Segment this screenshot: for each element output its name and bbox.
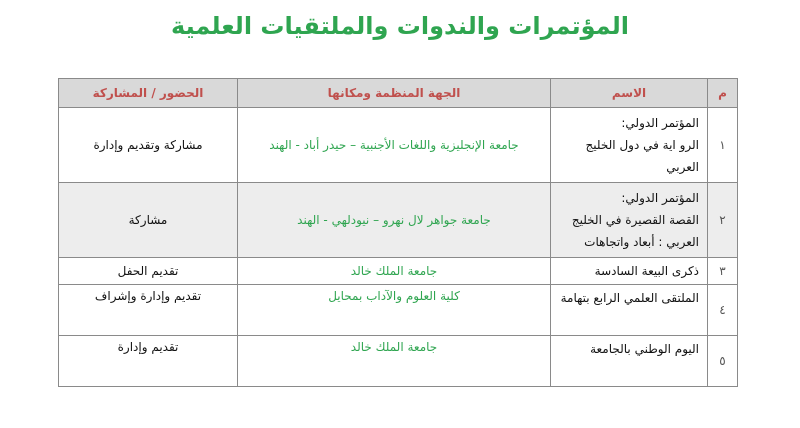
row-name-line: ذكرى البيعة السادسة [594,264,699,278]
row-name [551,336,708,387]
table-row [59,258,738,285]
row-name-line: المؤتمر الدولي: [621,191,699,205]
row-role: مشاركة [59,183,238,258]
row-name [551,183,708,258]
row-name [551,258,708,285]
row-name-line: الرو اية في دول الخليج [585,138,699,152]
row-num: ٢ [708,183,738,258]
table-row [59,285,738,336]
row-num: ٤ [708,285,738,336]
header-name: الاسم [551,79,708,108]
table-header-row [59,79,738,108]
row-role: تقديم وإدارة وإشراف [59,285,238,336]
row-org: جامعة الملك خالد [238,336,551,387]
row-name-line: العربي : أبعاد واتجاهات [584,235,699,249]
row-num: ٣ [708,258,738,285]
row-org: جامعة جواهر لال نهرو – نيودلهي - الهند [238,183,551,258]
header-num: م [708,79,738,108]
row-name-line: اليوم الوطني بالجامعة [590,342,699,356]
row-name-line: المؤتمر الدولي: [621,116,699,130]
table-row [59,183,738,258]
row-num: ٥ [708,336,738,387]
row-name-line: العربي [666,160,699,174]
row-org: كلية العلوم والآداب بمحايل [238,285,551,336]
table-row [59,108,738,183]
row-name [551,285,708,336]
row-name [551,108,708,183]
row-role: تقديم وإدارة [59,336,238,387]
row-name-line: القصة القصيرة في الخليج [571,213,699,227]
conferences-table [58,78,738,387]
page-title: المؤتمرات والندوات والملتقيات العلمية [171,12,629,40]
table-row [59,336,738,387]
header-org: الجهة المنظمة ومكانها [238,79,551,108]
row-org: جامعة الملك خالد [238,258,551,285]
header-role: الحضور / المشاركة [59,79,238,108]
row-role: تقديم الحفل [59,258,238,285]
row-num: ١ [708,108,738,183]
row-name-line: الملتقى العلمي الرابع بتهامة [560,291,699,305]
row-role: مشاركة وتقديم وإدارة [59,108,238,183]
row-org: جامعة الإنجليزية واللغات الأجنبية – حيدر أباد - الهند [238,108,551,183]
